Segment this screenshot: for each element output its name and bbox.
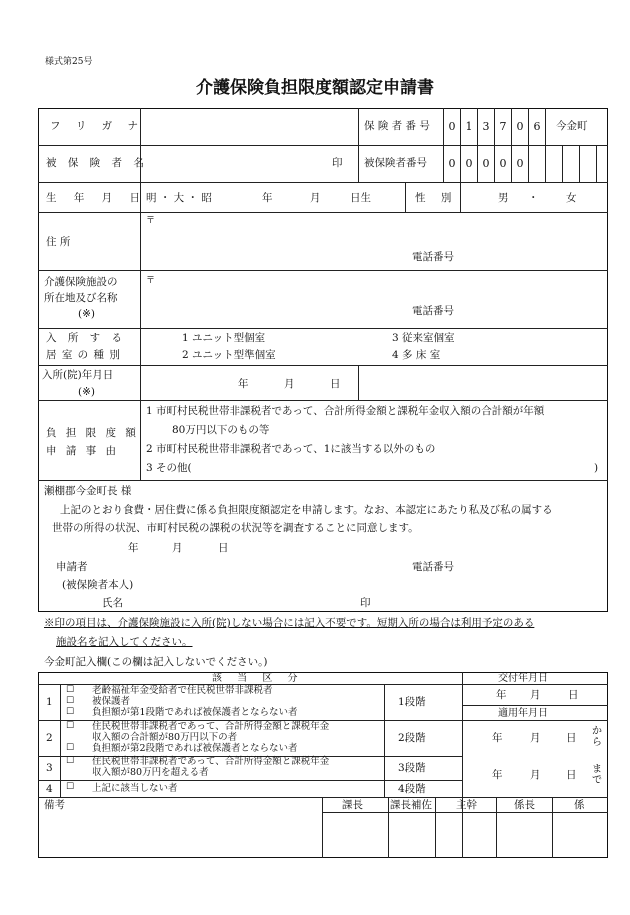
until-label: まで	[592, 764, 602, 786]
applicant-name-label: 氏名	[102, 597, 123, 609]
insurer-digit: 1	[465, 120, 473, 133]
apply-from-month-unit: 月	[530, 732, 541, 744]
facility-postal-mark: 〒	[146, 276, 156, 286]
facility-label-note: (※)	[78, 308, 95, 320]
applicant-name-input[interactable]	[130, 592, 360, 610]
insured-number-label: 被保険者番号	[364, 157, 427, 169]
reason-option-3[interactable]: 3 その他(	[146, 462, 192, 474]
addressee: 瀬棚郡今金町長 様	[44, 485, 132, 497]
stamp-header-subsection-chief: 係長	[514, 799, 535, 811]
category-line: 住民税世帯非課税者であって、合計所得金額と課税年金	[92, 721, 330, 732]
category-number: 2	[46, 732, 53, 744]
birth-year-unit: 年	[262, 192, 273, 204]
admission-day-unit: 日	[330, 378, 341, 390]
birth-date-label: 生 年 月 日	[46, 192, 148, 204]
category-line: 負担額が第1段階であれば被保護者とならない者	[92, 707, 298, 718]
facility-input[interactable]	[142, 272, 606, 326]
form-number: 様式第25号	[45, 57, 93, 67]
category-stage: 1段階	[398, 696, 426, 708]
insurer-number-label: 保 険 者 番 号	[364, 120, 430, 132]
applicant-sub-label: (被保険者本人)	[62, 579, 134, 591]
office-use-header: 今金町記入欄(この欄は記入しないでください。)	[44, 656, 268, 668]
issue-date-label: 交付年月日	[498, 673, 548, 684]
furigana-label: フ リ ガ ナ	[50, 120, 145, 132]
apply-from-day-unit: 日	[566, 732, 577, 744]
insured-digit: 0	[516, 157, 524, 170]
statement-line-2: 世帯の所得の状況、市町村民税の課税の状況等を調査することに同意します。	[52, 522, 419, 534]
room-option-4[interactable]: 4 多 床 室	[392, 349, 441, 361]
apply-year-unit: 年	[128, 542, 139, 554]
burden-reason-label: 負 担 限 度 額	[46, 427, 139, 439]
apply-from-year-unit: 年	[492, 732, 503, 744]
statement-line-1: 上記のとおり食費・居住費に係る負担限度額認定を申請します。なお、本認定にあたり私及び私の属する	[60, 504, 553, 516]
checkbox-icon[interactable]: ☐	[66, 685, 75, 695]
reason-option-3-close: )	[594, 462, 599, 474]
reason-option-2[interactable]: 2 市町村民税世帯非課税者であって、1に該当する以外のもの	[146, 443, 436, 455]
facility-label-2: 所在地及び名称	[44, 292, 118, 304]
category-line: 上記に該当しない者	[92, 783, 178, 794]
furigana-input[interactable]	[142, 110, 356, 143]
issue-day-unit: 日	[568, 689, 579, 701]
category-number: 3	[46, 762, 53, 774]
facility-label: 介護保険施設の	[44, 276, 118, 288]
insurer-town: 今金町	[556, 120, 588, 132]
reason-option-1[interactable]: 1 市町村民税世帯非課税者であって、合計所得金額と課税年金収入額の合計額が年額	[146, 405, 545, 417]
sex-separator: ・	[528, 192, 539, 204]
insured-digit: 0	[448, 157, 456, 170]
checkbox-icon[interactable]: ☐	[66, 756, 75, 766]
category-header: 該 当 区 分	[212, 673, 304, 684]
insurer-digit: 3	[482, 120, 490, 133]
category-number: 4	[46, 783, 53, 795]
room-type-label: 入 所 す る	[46, 332, 127, 344]
reason-option-1-cont: 80万円以下のもの等	[172, 424, 270, 436]
facility-phone-label: 電話番号	[412, 305, 454, 317]
insured-digit: 0	[482, 157, 490, 170]
note-line-2: 施設名を記入してください。	[56, 636, 193, 648]
category-line: 被保護者	[92, 696, 131, 707]
category-line: 収入額が80万円を超える者	[92, 767, 209, 778]
category-line: 収入額の合計額が80万円以下の者	[92, 732, 238, 743]
apply-date-label: 適用年月日	[498, 708, 548, 719]
issue-year-unit: 年	[496, 689, 507, 701]
sex-label: 性 別	[415, 192, 458, 204]
applicant-seal: 印	[360, 597, 371, 609]
stamp-header-staff: 係	[574, 799, 585, 811]
applicant-phone-label: 電話番号	[412, 561, 454, 573]
category-number: 1	[46, 696, 53, 708]
apply-to-month-unit: 月	[530, 769, 541, 781]
category-line: 負担額が第2段階であれば被保護者とならない者	[92, 743, 298, 754]
insurer-digit: 0	[516, 120, 524, 133]
address-input[interactable]	[142, 214, 606, 268]
apply-to-day-unit: 日	[566, 769, 577, 781]
admission-date-note: (※)	[78, 386, 95, 398]
stamp-header-deputy-chief: 課長補佐	[390, 799, 432, 811]
address-phone-label: 電話番号	[412, 251, 454, 263]
apply-to-year-unit: 年	[492, 769, 503, 781]
category-stage: 4段階	[398, 783, 426, 795]
insurer-digit: 6	[533, 120, 541, 133]
insurer-digit: 7	[499, 120, 507, 133]
category-line: 住民税世帯非課税者であって、合計所得金額と課税年金	[92, 756, 330, 767]
apply-month-unit: 月	[172, 542, 183, 554]
checkbox-icon[interactable]: ☐	[66, 707, 75, 717]
address-postal-mark: 〒	[146, 216, 156, 226]
room-option-3[interactable]: 3 従来室個室	[392, 332, 455, 344]
category-stage: 3段階	[398, 762, 426, 774]
note-line-1: ※印の項目は、介護保険施設に入所(院)しない場合には記入不要です。短期入所の場合は利用予定のある	[44, 617, 535, 629]
form-title: 介護保険負担限度額認定申請書	[196, 78, 434, 98]
checkbox-icon[interactable]: ☐	[66, 696, 75, 706]
room-type-label-2: 居 室 の 種 別	[46, 349, 121, 361]
room-option-2[interactable]: 2 ユニット型準個室	[182, 349, 276, 361]
category-line: 老齢福祉年金受給者で住民税世帯非課税者	[92, 685, 273, 696]
from-label: から	[592, 726, 602, 748]
insured-digit: 0	[499, 157, 507, 170]
remarks-label: 備考	[44, 799, 65, 811]
birth-day-unit: 日生	[350, 192, 371, 204]
category-stage: 2段階	[398, 732, 426, 744]
sex-female-option[interactable]: 女	[566, 192, 577, 204]
insured-digit: 0	[465, 157, 473, 170]
apply-day-unit: 日	[218, 542, 229, 554]
birth-era-options[interactable]: 明 ・ 大 ・ 昭	[146, 192, 212, 204]
admission-year-unit: 年	[238, 378, 249, 390]
seal-mark: 印	[332, 157, 343, 169]
room-option-1[interactable]: 1 ユニット型個室	[182, 332, 266, 344]
checkbox-icon[interactable]: ☐	[66, 721, 75, 731]
admission-date-label: 入所(院)年月日	[42, 369, 114, 381]
checkbox-icon[interactable]: ☐	[66, 782, 75, 792]
stamp-header-section-chief: 課長	[342, 799, 363, 811]
checkbox-icon[interactable]: ☐	[66, 743, 75, 753]
applicant-label: 申請者	[56, 561, 88, 573]
insured-name-label: 被 保 険 者 名	[46, 157, 148, 169]
insurer-digit: 0	[448, 120, 456, 133]
issue-month-unit: 月	[530, 689, 541, 701]
admission-month-unit: 月	[284, 378, 295, 390]
stamp-header-manager: 主幹	[456, 799, 477, 811]
main-form-border	[38, 108, 608, 612]
address-label: 住 所	[46, 236, 71, 248]
birth-month-unit: 月	[310, 192, 321, 204]
insured-name-input[interactable]	[142, 147, 332, 180]
burden-reason-label-2: 申 請 事 由	[46, 445, 120, 457]
sex-male-option[interactable]: 男	[498, 192, 509, 204]
